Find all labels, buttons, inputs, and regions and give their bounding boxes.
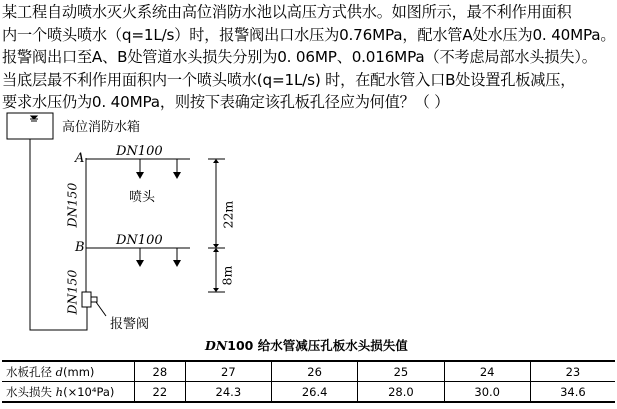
tank-label: 高位消防水箱: [62, 120, 141, 135]
table-cell: 28: [135, 361, 186, 382]
table-cell: 24.3: [185, 382, 271, 403]
point-a-label: A: [75, 151, 85, 166]
riser-upper-label: DN150: [64, 182, 80, 228]
point-b-label: B: [75, 240, 85, 255]
table-cell: 30.0: [444, 382, 530, 403]
table-cell: 24: [444, 361, 530, 382]
water-tank: [7, 113, 53, 139]
table-cell: 23: [530, 361, 615, 382]
riser-lower-label: DN150: [64, 269, 80, 315]
orifice-loss-table: [2, 360, 615, 403]
table-cell: 28.0: [358, 382, 444, 403]
sprinkler-head: [136, 260, 144, 267]
sprinkler-head: [136, 172, 144, 179]
question-line: 要求水压仍为0. 40MPa，则按下表确定该孔板孔径应为何值？（ ）: [2, 93, 450, 111]
table-row: [2, 361, 615, 382]
sprinkler-head: [173, 260, 181, 267]
table-title: DN100 给水管减压孔板水头损失值: [205, 338, 408, 353]
table-cell: 26.4: [271, 382, 357, 403]
question-line: 内一个喷头喷水（q=1L/s）时，报警阀出口水压为0.76MPa，配水管A处水压为0. 40MPa。: [2, 25, 616, 44]
question-line: 报警阀出口至A、B处管道水头损失分别为0. 06MP、0.016MPa（不考虑局部水头损失）。: [2, 48, 597, 66]
pipe-b-label: DN100: [116, 233, 163, 248]
alarm-valve-body: [82, 292, 91, 307]
sprinkler-label: 喷头: [129, 190, 156, 205]
table-cell: 26: [271, 361, 357, 382]
height-lower-label: 8m: [219, 265, 235, 286]
table-row: [2, 382, 615, 403]
table-cell: 22: [135, 382, 186, 403]
question-line: 某工程自动喷水灭火系统由高位消防水池以高压方式供水。如图所示，最不利作用面积: [2, 3, 572, 21]
table-cell: 27: [185, 361, 271, 382]
row-header-diameter: 水板孔径 d(mm): [2, 361, 135, 382]
row-header-loss: 水头损失 h(×10⁴Pa): [2, 382, 135, 403]
alarm-valve-label: 报警阀: [110, 317, 150, 332]
question-line: 当底层最不利作用面积内一个喷头喷水(q=1L/s) 时，在配水管入口B处设置孔板减压，: [2, 70, 576, 89]
table-cell: 34.6: [530, 382, 615, 403]
pipe-a-label: DN100: [116, 144, 163, 159]
sprinkler-head: [173, 172, 181, 179]
table-cell: 25: [358, 361, 444, 382]
height-upper-label: 22m: [220, 200, 236, 229]
